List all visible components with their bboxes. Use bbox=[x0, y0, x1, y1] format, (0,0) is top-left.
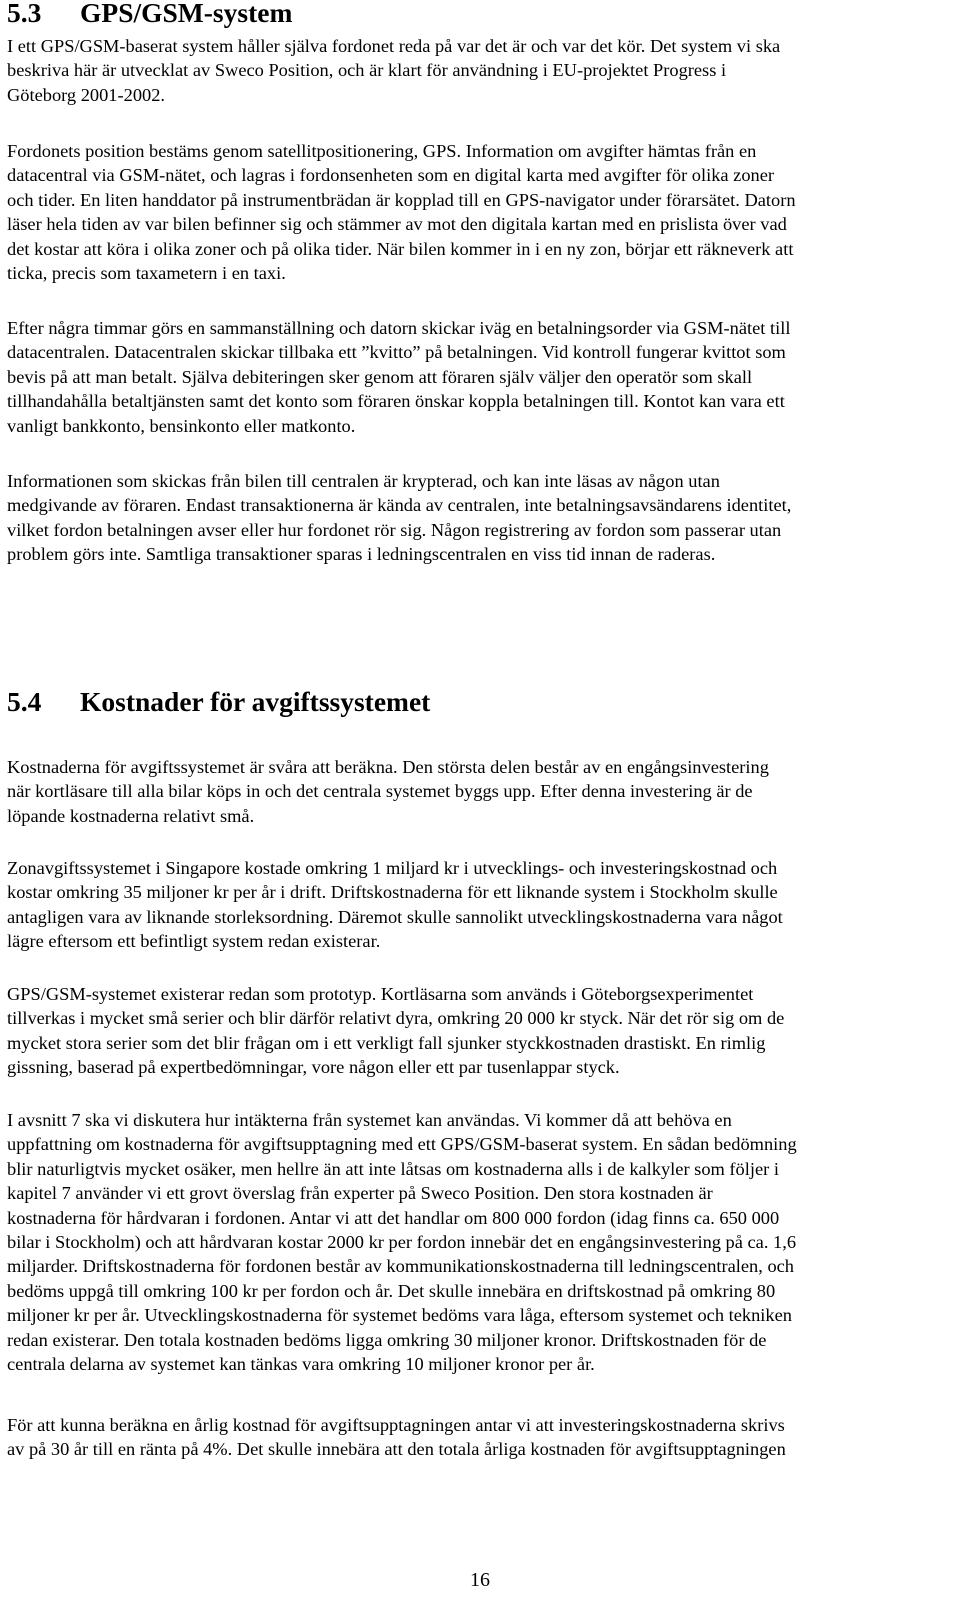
paragraph bbox=[7, 856, 955, 954]
text-line: vanligt bankkonto, bensinkonto eller matkonto. bbox=[7, 415, 356, 436]
text-line: blir naturligtvis mycket osäker, men hellre än att inte låtsas om kostnaderna alls i de kalkyler som följer i bbox=[7, 1158, 779, 1179]
text-line: I ett GPS/GSM-baserat system håller själva fordonet reda på var det är och var det kör. Det system vi ska bbox=[7, 36, 781, 56]
paragraph bbox=[7, 755, 955, 828]
text-line: GPS/GSM-systemet existerar redan som prototyp. Kortläsarna som används i Göteborgsexperimentet bbox=[7, 984, 754, 1004]
text-line: centrala delarna av systemet kan tänkas vara omkring 10 miljoner kronor per år. bbox=[7, 1353, 595, 1374]
section-title: Kostnader för avgiftssystemet bbox=[80, 686, 431, 717]
text-line: antagligen vara av liknande storleksordning. Däremot skulle sannolikt utvecklingskostnaderna vara något bbox=[7, 906, 783, 927]
text-line: medgivande av föraren. Endast transaktionerna är kända av centralen, inte betalningsavsändarens identitet, bbox=[7, 495, 792, 516]
text-line: Göteborg 2001-2002. bbox=[7, 84, 166, 105]
text-line: Kostnaderna för avgiftssystemet är svåra att beräkna. Den största delen består av en engångsinvestering bbox=[7, 757, 769, 777]
text-line: vilket fordon betalningen avser eller hur fordonet rör sig. Någon registrering av fordon som passerar utan bbox=[7, 519, 782, 540]
paragraph bbox=[7, 34, 955, 107]
text-line: av på 30 år till en ränta på 4%. Det skulle innebära att den totala årliga kostnaden för avgiftsupptagningen bbox=[7, 1439, 786, 1460]
text-line: lägre eftersom ett befintligt system redan existerar. bbox=[7, 931, 381, 952]
text-line: tillhandahålla betaltjänsten samt det konto som föraren önskar koppla betalningen till. Kontot kan vara ett bbox=[7, 391, 785, 412]
paragraph bbox=[7, 1413, 955, 1462]
text-line: beskriva här är utvecklat av Sweco Position, och är klart för användning i EU-projektet Progress i bbox=[7, 60, 727, 81]
text-line: Informationen som skickas från bilen till centralen är krypterad, och kan inte läsas av någon utan bbox=[7, 471, 720, 491]
text-line: bevis på att man betalt. Själva debiteringen sker genom att föraren själv väljer den operatör som skall bbox=[7, 366, 753, 387]
text-line: kostnaderna för hårdvaran i fordonen. Antar vi att det handlar om 800 000 fordon (idag finns ca. 650 000 bbox=[7, 1207, 780, 1228]
text-line: För att kunna beräkna en årlig kostnad för avgiftsupptagningen antar vi att investeringskostnaderna skrivs bbox=[7, 1415, 785, 1435]
text-line: uppfattning om kostnaderna för avgiftsupptagning med ett GPS/GSM-baserat system. En sådan bedömning bbox=[7, 1134, 797, 1155]
text-line: tillverkas i mycket små serier och blir därför relativt dyra, omkring 20 000 kr styck. När det rör sig om de bbox=[7, 1008, 785, 1029]
text-line: miljoner kr per år. Utvecklingskostnaderna för systemet bedöms vara låga, eftersom systemet och tekniken bbox=[7, 1305, 792, 1326]
text-line: Efter några timmar görs en sammanställning och datorn skickar iväg en betalningsorder via GSM-nätet till bbox=[7, 318, 791, 338]
section-number: 5.3 bbox=[7, 0, 42, 28]
text-line: ticka, precis som taxametern i en taxi. bbox=[7, 262, 286, 283]
text-line: läser hela tiden av var bilen befinner sig och stämmer av mot den digitala kartan med en prislista över vad bbox=[7, 214, 787, 235]
text-line: Zonavgiftssystemet i Singapore kostade omkring 1 miljard kr i utvecklings- och investeringskostnad och bbox=[7, 858, 778, 878]
paragraph bbox=[7, 982, 955, 1080]
section-number: 5.4 bbox=[7, 686, 42, 717]
text-line: när kortläsare till alla bilar köps in och det centrala systemet byggs upp. Efter denna investering är de bbox=[7, 781, 753, 802]
text-line: I avsnitt 7 ska vi diskutera hur intäkterna från systemet kan användas. Vi kommer då att behöva en bbox=[7, 1110, 732, 1130]
text-line: miljarder. Driftskostnaderna för fordonen består av kommunikationskostnaderna till ledningscentralen, och bbox=[7, 1256, 794, 1277]
paragraph bbox=[7, 316, 955, 438]
text-line: kostar omkring 35 miljoner kr per år i drift. Driftskostnaderna för ett liknande system i Stockholm skulle bbox=[7, 882, 778, 903]
text-line: kapitel 7 använder vi ett grovt överslag från experter på Sweco Position. Den stora kostnaden är bbox=[7, 1183, 713, 1204]
text-line: datacentralen. Datacentralen skickar tillbaka ett ”kvitto” på betalningen. Vid kontroll fungerar kvittot som bbox=[7, 342, 786, 363]
text-line: problem görs inte. Samtliga transaktioner sparas i ledningscentralen en viss tid innan de raderas. bbox=[7, 544, 716, 565]
text-line: redan existerar. Den totala kostnaden bedöms ligga omkring 30 miljoner kronor. Driftskostnaden för de bbox=[7, 1329, 767, 1350]
text-line: och tider. En liten handdator på instrumentbrädan är kopplad till en GPS-navigator under förarsätet. Datorn bbox=[7, 189, 796, 210]
section-heading-5-3 bbox=[7, 0, 292, 28]
paragraph bbox=[7, 469, 955, 567]
text-line: mycket stora serier som det blir frågan om i ett verkligt fall sjunker styckkostnaden drastiskt. En rimlig bbox=[7, 1032, 766, 1053]
text-line: det kostar att köra i olika zoner och på olika tider. När bilen kommer in i en ny zon, börjar ett räkneverk att bbox=[7, 238, 794, 259]
text-line: Fordonets position bestäms genom satellitpositionering, GPS. Information om avgifter hämtas från en bbox=[7, 141, 757, 161]
text-line: löpande kostnaderna relativt små. bbox=[7, 805, 255, 826]
text-line: datacentral via GSM-nätet, och lagras i fordonsenheten som en digital karta med avgifter för olika zoner bbox=[7, 165, 775, 186]
section-title: GPS/GSM-system bbox=[80, 0, 293, 28]
paragraph bbox=[7, 1108, 955, 1376]
paragraph bbox=[7, 139, 955, 285]
text-line: bilar i Stockholm) och att hårdvaran kostar 2000 kr per fordon innebär det en engångsinvestering på ca. 1,6 bbox=[7, 1231, 797, 1252]
page-number: 16 bbox=[470, 1569, 490, 1591]
section-heading-5-4 bbox=[7, 687, 430, 717]
text-line: gissning, baserad på expertbedömningar, vore någon eller ett par tusenlappar styck. bbox=[7, 1057, 620, 1078]
text-line: bedöms uppgå till omkring 100 kr per fordon och år. Det skulle innebära en driftskostnad på omkring 80 bbox=[7, 1280, 776, 1301]
